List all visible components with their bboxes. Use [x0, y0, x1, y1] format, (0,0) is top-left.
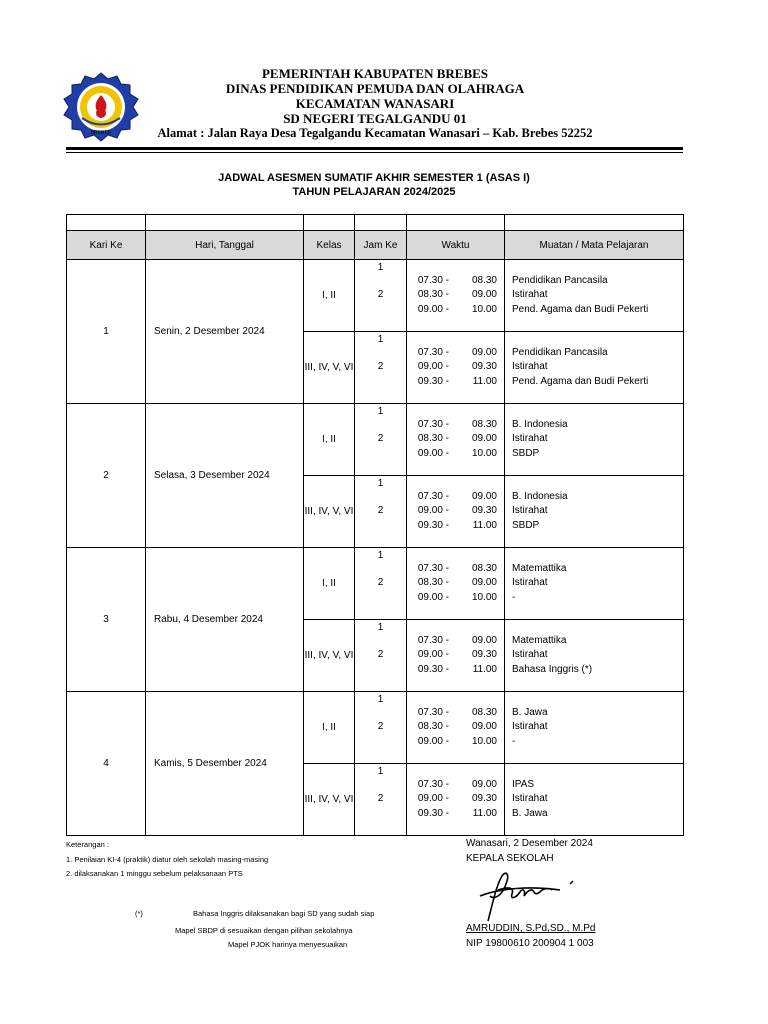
time-line: [407, 706, 504, 721]
jam-value: 2: [377, 577, 384, 588]
time-end: 09.00: [471, 778, 497, 790]
class-cell: I, II: [304, 692, 355, 764]
subject-line: IPAS: [512, 778, 535, 790]
jam-cell: [355, 548, 407, 620]
header-cell: Jam Ke: [355, 231, 407, 260]
subject-line: Istirahat: [512, 649, 548, 661]
schedule-year: TAHUN PELAJARAN 2024/2025: [292, 186, 456, 198]
signature-nip: NIP 19800610 200904 1 003: [466, 938, 594, 949]
subject-cell: [505, 332, 684, 404]
day-number: 4: [67, 692, 146, 836]
subject-line: B. Indonesia: [512, 418, 568, 430]
time-end: 09.00: [471, 721, 497, 733]
time-start: 09.30 -: [417, 519, 449, 531]
subject-line: B. Jawa: [512, 807, 548, 819]
subject-cell: [505, 620, 684, 692]
time-line: [407, 303, 504, 318]
class-cell: I, II: [304, 404, 355, 476]
subject-cell: [505, 764, 684, 836]
subject-line: -: [512, 735, 516, 747]
letterhead-address: Alamat : Jalan Raya Desa Tegalgandu Kecamatan Wanasari – Kab. Brebes 52252: [157, 126, 593, 140]
subject-cell: [505, 404, 684, 476]
time-start: 08.30 -: [417, 433, 449, 445]
jam-value: 2: [377, 289, 384, 300]
subject-line: Pendidikan Pancasila: [512, 274, 608, 286]
subject-line: Bahasa Inggris (*): [512, 663, 593, 675]
time-start: 07.30 -: [417, 562, 449, 574]
district-logo: [62, 71, 140, 143]
jam-value: 2: [377, 793, 384, 804]
time-start: 07.30 -: [417, 706, 449, 718]
time-end: 09.30: [471, 649, 497, 661]
time-line: [407, 504, 504, 519]
subject-line: SBDP: [512, 447, 540, 459]
subject-line: Pendidikan Pancasila: [512, 346, 608, 358]
time-end: 09.30: [471, 793, 497, 805]
time-line: [407, 447, 504, 462]
time-start: 07.30 -: [417, 274, 449, 286]
time-end: 09.00: [471, 289, 497, 301]
subject-line: Istirahat: [512, 361, 548, 373]
time-end: 11.00: [472, 519, 497, 531]
jam-value: 2: [377, 361, 384, 372]
class-cell: I, II: [304, 548, 355, 620]
class-cell: III, IV, V, VI: [304, 764, 355, 836]
note-item: 1. Penilaian KI-4 (praktik) diatur oleh sekolah masing-masing: [66, 855, 269, 864]
time-line: [407, 562, 504, 577]
jam-value: 2: [377, 505, 384, 516]
day-date: Rabu, 4 Desember 2024: [146, 548, 304, 692]
time-line: [407, 432, 504, 447]
time-end: 08.30: [471, 562, 497, 574]
note-star-line: Mapel SBDP di sesuaikan dengan pilihan sekolahnya: [175, 926, 353, 935]
day-date: Kamis, 5 Desember 2024: [146, 692, 304, 836]
jam-cell: [355, 260, 407, 332]
letterhead-line-3: KECAMATAN WANASARI: [295, 96, 455, 111]
table-row: [67, 260, 684, 332]
subject-cell: [505, 692, 684, 764]
time-end: 11.00: [472, 375, 497, 387]
jam-cell: [355, 404, 407, 476]
time-line: [407, 274, 504, 289]
time-start: 09.00 -: [417, 793, 449, 805]
time-line: [407, 346, 504, 361]
day-date: Senin, 2 Desember 2024: [146, 260, 304, 404]
time-cell: [407, 764, 505, 836]
jam-cell: [355, 764, 407, 836]
time-start: 09.00 -: [417, 447, 449, 459]
time-start: 07.30 -: [417, 490, 449, 502]
jam-value: 1: [377, 622, 384, 633]
jam-cell: [355, 476, 407, 548]
time-end: 09.00: [471, 433, 497, 445]
time-end: 09.00: [471, 577, 497, 589]
schedule-table: [66, 214, 684, 836]
time-line: [407, 663, 504, 678]
letterhead-line-1: PEMERINTAH KABUPATEN BREBES: [261, 66, 489, 81]
note-item: 2. dilaksanakan 1 minggu sebelum pelaksanaan PTS: [66, 869, 243, 878]
time-start: 09.30 -: [417, 663, 449, 675]
time-start: 09.30 -: [417, 375, 449, 387]
subject-line: Istirahat: [512, 505, 548, 517]
class-cell: III, IV, V, VI: [304, 476, 355, 548]
time-end: 10.00: [471, 303, 497, 315]
subject-line: Matemattika: [512, 634, 567, 646]
notes-heading: Keterangan :: [66, 840, 109, 849]
time-cell: [407, 692, 505, 764]
time-start: 07.30 -: [417, 778, 449, 790]
header-cell: Hari, Tanggal: [146, 231, 304, 260]
subject-line: Istirahat: [512, 793, 548, 805]
time-start: 09.00 -: [417, 505, 449, 517]
table-row: [67, 692, 684, 764]
time-line: [407, 576, 504, 591]
subject-line: Matemattika: [512, 562, 567, 574]
time-end: 09.30: [471, 361, 497, 373]
time-start: 09.00 -: [417, 649, 449, 661]
time-cell: [407, 260, 505, 332]
note-star-line: Bahasa Inggris dilaksanakan bagi SD yang sudah siap: [193, 909, 375, 918]
table-row: [67, 548, 684, 620]
subject-line: SBDP: [512, 519, 540, 531]
jam-value: 1: [377, 550, 384, 561]
class-cell: I, II: [304, 260, 355, 332]
subject-line: Pend. Agama dan Budi Pekerti: [512, 303, 649, 315]
subject-line: Istirahat: [512, 433, 548, 445]
time-end: 08.30: [471, 274, 497, 286]
header-cell: Kari Ke: [67, 231, 146, 260]
signature-place-date: Wanasari, 2 Desember 2024: [466, 838, 593, 849]
header-cell: Muatan / Mata Pelajaran: [505, 231, 684, 260]
letterhead-line-2: DINAS PENDIDIKAN PEMUDA DAN OLAHRAGA: [225, 81, 525, 96]
time-start: 09.30 -: [417, 807, 449, 819]
subject-cell: [505, 548, 684, 620]
time-start: 07.30 -: [417, 418, 449, 430]
time-cell: [407, 476, 505, 548]
day-number: 3: [67, 548, 146, 692]
time-line: [407, 519, 504, 534]
subject-line: Istirahat: [512, 577, 548, 589]
signature-name: AMRUDDIN, S.Pd,SD., M.Pd: [466, 923, 596, 934]
time-line: [407, 648, 504, 663]
subject-cell: [505, 476, 684, 548]
jam-value: 2: [377, 721, 384, 732]
jam-cell: [355, 332, 407, 404]
time-line: [407, 360, 504, 375]
time-end: 10.00: [471, 591, 497, 603]
subject-line: B. Indonesia: [512, 490, 568, 502]
subject-line: Istirahat: [512, 721, 548, 733]
signature-position: KEPALA SEKOLAH: [466, 853, 554, 864]
note-star-line: Mapel PJOK harinya menyesuaikan: [228, 940, 348, 949]
day-number: 2: [67, 404, 146, 548]
time-end: 10.00: [471, 447, 497, 459]
day-number: 1: [67, 260, 146, 404]
time-line: [407, 490, 504, 505]
time-cell: [407, 620, 505, 692]
time-end: 09.30: [471, 505, 497, 517]
time-line: [407, 288, 504, 303]
time-end: 08.30: [471, 418, 497, 430]
time-line: [407, 807, 504, 822]
time-start: 08.30 -: [417, 577, 449, 589]
day-date: Selasa, 3 Desember 2024: [146, 404, 304, 548]
time-cell: [407, 404, 505, 476]
time-start: 09.00 -: [417, 303, 449, 315]
time-start: 08.30 -: [417, 721, 449, 733]
time-end: 09.00: [471, 634, 497, 646]
letterhead-rule-thin: [66, 152, 683, 153]
jam-value: 1: [377, 766, 384, 777]
jam-value: 1: [377, 262, 384, 273]
time-start: 09.00 -: [417, 735, 449, 747]
time-line: [407, 375, 504, 390]
jam-cell: [355, 692, 407, 764]
time-cell: [407, 332, 505, 404]
time-end: 11.00: [472, 663, 497, 675]
time-line: [407, 634, 504, 649]
jam-value: 1: [377, 478, 384, 489]
jam-value: 2: [377, 433, 384, 444]
time-line: [407, 735, 504, 750]
header-cell: Waktu: [407, 231, 505, 260]
time-end: 10.00: [471, 735, 497, 747]
jam-value: 1: [377, 406, 384, 417]
subject-line: B. Jawa: [512, 706, 548, 718]
letterhead-rule: [66, 147, 683, 150]
letterhead-line-4: SD NEGERI TEGALGANDU 01: [283, 111, 467, 126]
header-cell: Kelas: [304, 231, 355, 260]
time-start: 07.30 -: [417, 634, 449, 646]
note-star: (*): [135, 909, 143, 918]
schedule-title: JADWAL ASESMEN SUMATIF AKHIR SEMESTER 1 (ASAS I): [218, 172, 530, 184]
time-end: 09.00: [471, 346, 497, 358]
subject-line: -: [512, 591, 516, 603]
time-end: 09.00: [471, 490, 497, 502]
subject-line: Istirahat: [512, 289, 548, 301]
handwritten-signature: [470, 866, 580, 926]
subject-cell: [505, 260, 684, 332]
class-cell: III, IV, V, VI: [304, 620, 355, 692]
time-start: 07.30 -: [417, 346, 449, 358]
time-line: [407, 418, 504, 433]
header-row: [67, 231, 684, 260]
time-line: [407, 591, 504, 606]
time-line: [407, 778, 504, 793]
table-row: [67, 404, 684, 476]
time-line: [407, 720, 504, 735]
blank-row: [67, 215, 684, 231]
time-start: 08.30 -: [417, 289, 449, 301]
subject-line: Pend. Agama dan Budi Pekerti: [512, 375, 649, 387]
time-end: 08.30: [471, 706, 497, 718]
time-line: [407, 792, 504, 807]
jam-value: 1: [377, 694, 384, 705]
time-end: 11.00: [472, 807, 497, 819]
logo-text: BREBES: [90, 130, 112, 136]
jam-value: 2: [377, 649, 384, 660]
jam-cell: [355, 620, 407, 692]
jam-value: 1: [377, 334, 384, 345]
time-start: 09.00 -: [417, 361, 449, 373]
time-start: 09.00 -: [417, 591, 449, 603]
class-cell: III, IV, V, VI: [304, 332, 355, 404]
time-cell: [407, 548, 505, 620]
